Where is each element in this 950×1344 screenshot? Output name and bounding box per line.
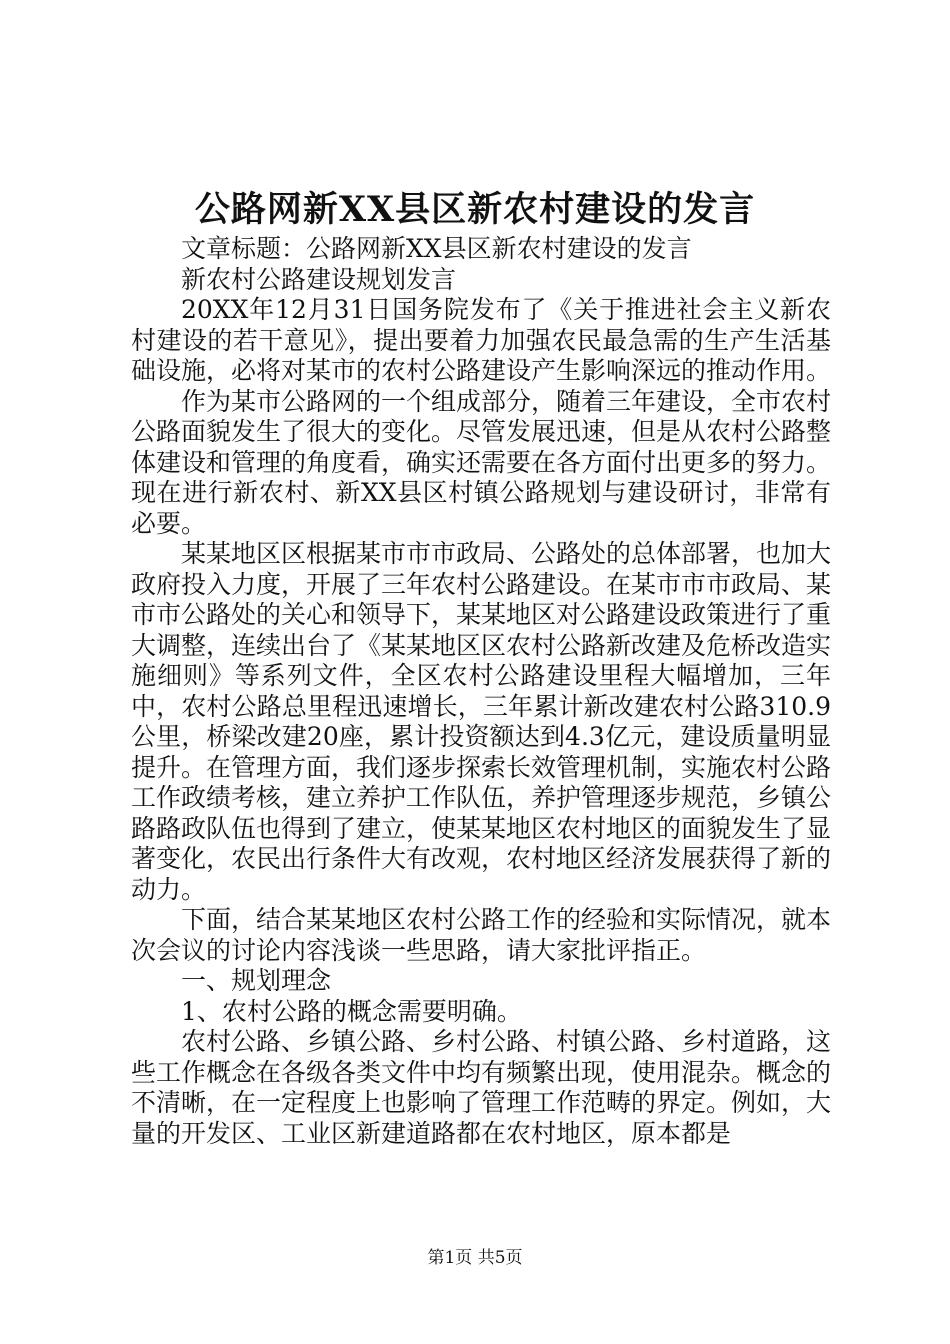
- paragraph: 下面，结合某某地区农村公路工作的经验和实际情况，就本次会议的讨论内容浅谈一些思路，请大家批评指正。: [131, 905, 832, 965]
- section-heading: 一、规划理念: [181, 966, 332, 995]
- article-title-line: 文章标题：公路网新XX县区新农村建设的发言: [181, 234, 692, 263]
- subsection-heading: 1、农村公路的概念需要明确。: [181, 996, 522, 1026]
- paragraph: 20XX年12月31日国务院发布了《关于推进社会主义新农村建设的若干意见》，提出要着力加强农民最急需的生产生活基础设施，必将对某市的农村公路建设产生影响深远的推动作用。: [131, 295, 832, 385]
- paragraph: 农村公路、乡镇公路、乡村公路、村镇公路、乡村道路，这些工作概念在各级各类文件中均有频繁出现，使用混杂。概念的不清晰，在一定程度上也影响了管理工作范畴的界定。例如，大量的开发区、工业区新建道路都在农村地区，原本都是: [131, 1027, 832, 1148]
- paragraph: 某某地区区根据某市市市政局、公路处的总体部署，也加大政府投入力度，开展了三年农村公路建设。在某市市市政局、某市市公路处的关心和领导下，某某地区对公路建设政策进行了重大调整，连续出台了《某某地区区农村公路新改建及危桥改造实施细则》等系列文件，全区农村公路建设里程大幅增加，三年中，农村公路总里程迅速增长，三年累计新改建农村公路310.9公里，桥梁改建20座，累计投资额达到4.3亿元，建设质量明显提升。在管理方面，我们逐步探索长效管理机制，实施农村公路工作政绩考核，建立养护工作队伍，养护管理逐步规范，乡镇公路路政队伍也得到了建立，使某某地区农村地区的面貌发生了显著变化，农民出行条件大有改观，农村地区经济发展获得了新的动力。: [131, 539, 832, 904]
- page-footer: 第1页 共5页: [427, 1248, 523, 1268]
- document-title: 公路网新XX县区新农村建设的发言: [194, 189, 756, 230]
- document-body: [131, 234, 831, 1149]
- paragraph: 作为某市公路网的一个组成部分，随着三年建设，全市农村公路面貌发生了很大的变化。尽管发展迅速，但是从农村公路整体建设和管理的角度看，确实还需要在各方面付出更多的努力。现在进行新农村、新XX县区村镇公路规划与建设研讨，非常有必要。: [131, 386, 832, 538]
- subtitle-line: 新农村公路建设规划发言: [181, 264, 457, 294]
